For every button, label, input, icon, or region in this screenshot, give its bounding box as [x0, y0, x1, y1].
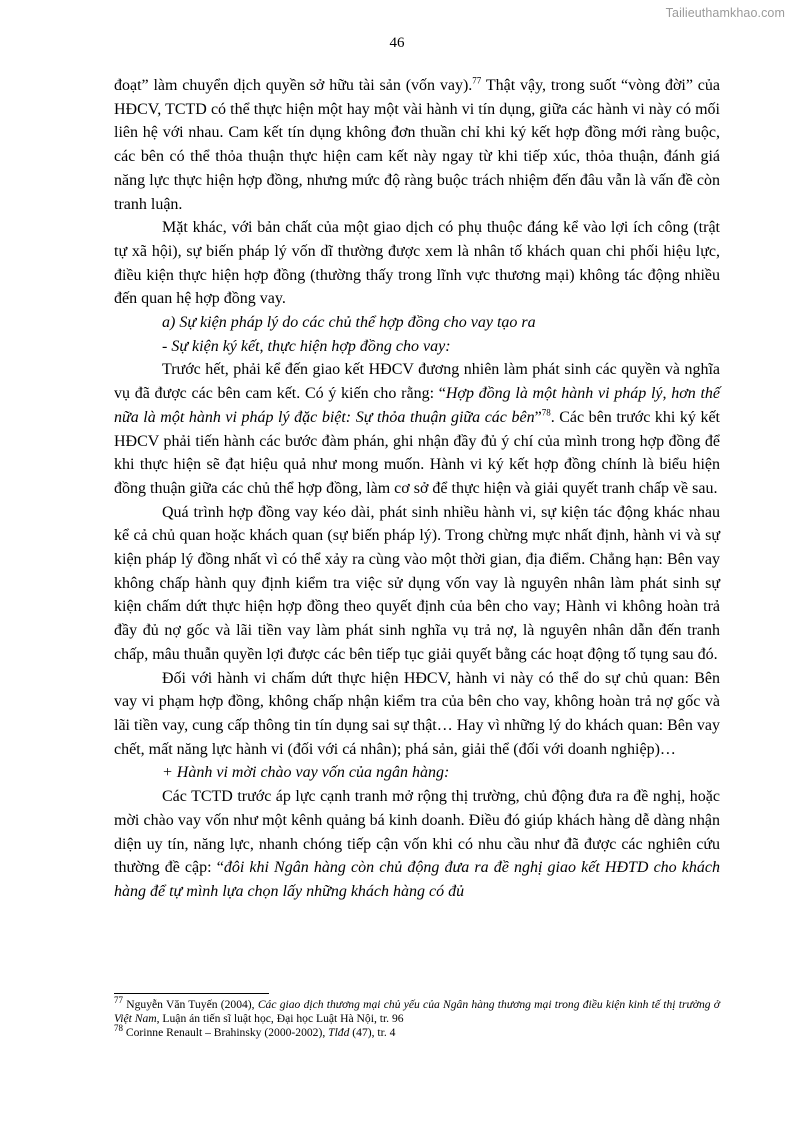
- footnote-separator: [114, 993, 269, 994]
- paragraph: [114, 785, 720, 904]
- footnote: [114, 1023, 720, 1040]
- text-run: Nguyễn Văn Tuyến (2004),: [123, 998, 258, 1011]
- text-run: ”: [534, 408, 542, 426]
- text-run: Thật vậy, trong suốt “vòng đời” của HĐCV, TCTD có thể thực hiện một hay một vài hành vi tín dụng, giữa các hành vi này có mối liên hệ với nhau. Cam kết tín dụng không đơn thuần chỉ khi ký kết hợp đồng mới ràng buộc, các bên có thể thỏa thuận thực hiện cam kết này ngay từ khi tiếp xúc, thỏa thuận, đánh giá năng lực thực hiện hợp đồng, nhưng mức độ ràng buộc trách nhiệm đến đâu vẫn là vấn đề còn tranh luận.: [114, 77, 720, 213]
- section-heading: [114, 311, 720, 335]
- footnotes: [114, 995, 720, 1041]
- text-run: Corinne Renault – Brahinsky (2000-2002),: [123, 1026, 329, 1040]
- text-run: Đối với hành vi chấm dứt thực hiện HĐCV, hành vi này có thể do sự chủ quan: Bên vay vi phạm hợp đồng, không chấp nhận kiểm tra của bên cho vay, không hoàn trả nợ gốc và lãi tiền vay, cung cấp thông tin tín dụng sai sự thật… Hay vì những lý do khách quan: Bên vay chết, mất năng lực hành vi (đối với cá nhân); phá sản, giải thể (đối với doanh nghiệp)…: [114, 669, 720, 758]
- italic-quote: Các giao dịch thương mại chủ yếu của Ngân hàng thương mại trong điều kiện kinh tế thị trường ở Việt Nam: [114, 998, 720, 1026]
- footnote-reference: 78: [541, 407, 551, 418]
- section-heading: [114, 761, 720, 785]
- text-run: + Hành vi mời chào vay vốn của ngân hàng:: [162, 764, 450, 782]
- text-run: Quá trình hợp đồng vay kéo dài, phát sinh nhiều hành vi, sự kiện tác động khác nhau kể cả chủ quan hoặc khách quan (sự biến pháp lý). Trong chừng mực nhất định, hành vi và sự kiện pháp lý đồng nhất vì có thể xảy ra cùng vào một thời gian, địa điểm. Chẳng hạn: Bên vay không chấp hành quy định kiểm tra việc sử dụng vốn vay là nguyên nhân làm phát sinh sự kiện chấm dứt thực hiện hợp đồng theo quyết định của bên cho vay; Hành vi không hoàn trả đầy đủ nợ gốc và lãi tiền vay làm phát sinh nghĩa vụ trả nợ, là nguyên nhân dẫn đến tranh chấp, mâu thuẫn quyền lợi được các bên tiếp tục giải quyết bằng các hoạt động tố tụng sau đó.: [114, 503, 720, 663]
- paragraph: [114, 358, 720, 500]
- text-run: Mặt khác, với bản chất của một giao dịch có phụ thuộc đáng kể vào lợi ích công (trật tự xã hội), sự biến pháp lý vốn dĩ thường được xem là nhân tố khách quan chi phối hiệu lực, điều kiện thực hiện hợp đồng (thường thấy trong lĩnh vực thương mại) không tác động nhiều đến quan hệ hợp đồng vay.: [114, 219, 720, 308]
- footnote-reference: 77: [472, 75, 482, 86]
- text-run: (47), tr. 4: [349, 1026, 396, 1040]
- text-run: - Sự kiện ký kết, thực hiện hợp đồng cho vay:: [162, 337, 451, 355]
- body-text: [114, 74, 720, 904]
- watermark: Tailieuthamkhao.com: [665, 6, 785, 20]
- footnote: [114, 995, 720, 1026]
- text-run: a) Sự kiện pháp lý do các chủ thể hợp đồng cho vay tạo ra: [162, 314, 536, 332]
- text-run: , Luận án tiến sĩ luật học, Đại học Luật Hà Nội, tr. 96: [156, 1012, 404, 1026]
- paragraph: [114, 216, 720, 311]
- text-run: Các TCTD trước áp lực cạnh tranh mở rộng thị trường, chủ động đưa ra đề nghị, hoặc mời chào vay vốn như một kênh quảng bá kinh doanh. Điều đó giúp khách hàng dễ dàng nhận diện uy tín, năng lực, nhanh chóng tiếp cận vốn khi có nhu cầu như đã được các nghiên cứu thường đề cập: “: [114, 788, 720, 877]
- italic-quote: đôi khi Ngân hàng còn chủ động đưa ra đề nghị giao kết HĐTD cho khách hàng để tự mình lựa chọn lấy những khách hàng có đủ: [114, 859, 721, 900]
- text-run: Trước hết, phải kể đến giao kết HĐCV đương nhiên làm phát sinh các quyền và nghĩa vụ đã được các bên cam kết. Có ý kiến cho rằng: “: [114, 361, 720, 403]
- footnote-reference: 77: [114, 995, 123, 1006]
- text-run: đoạt” làm chuyển dịch quyền sở hữu tài sản (vốn vay).: [114, 77, 473, 94]
- paragraph: [114, 74, 720, 216]
- paragraph: [114, 501, 720, 667]
- text-run: . Các bên trước khi ký kết HĐCV phải tiến hành các bước đàm phán, ghi nhận đầy đủ ý chí của mình trong hợp đồng để khi thực hiện sẽ đạt hiệu quả như mong muốn. Hành vi ký kết hợp đồng chính là biểu hiện đồng thuận giữa các chủ thể hợp đồng, làm cơ sở để thực hiện và giải quyết tranh chấp về sau.: [114, 408, 721, 497]
- paragraph: [114, 667, 720, 762]
- section-heading: [114, 335, 720, 359]
- italic-quote: Tlđd: [328, 1026, 350, 1040]
- page-number: 46: [389, 35, 405, 51]
- footnote-reference: 78: [114, 1023, 123, 1034]
- italic-quote: Hợp đồng là một hành vi pháp lý, hơn thế nữa là một hành vi pháp lý đặc biệt: Sự thỏa thuận giữa các bên: [114, 385, 721, 426]
